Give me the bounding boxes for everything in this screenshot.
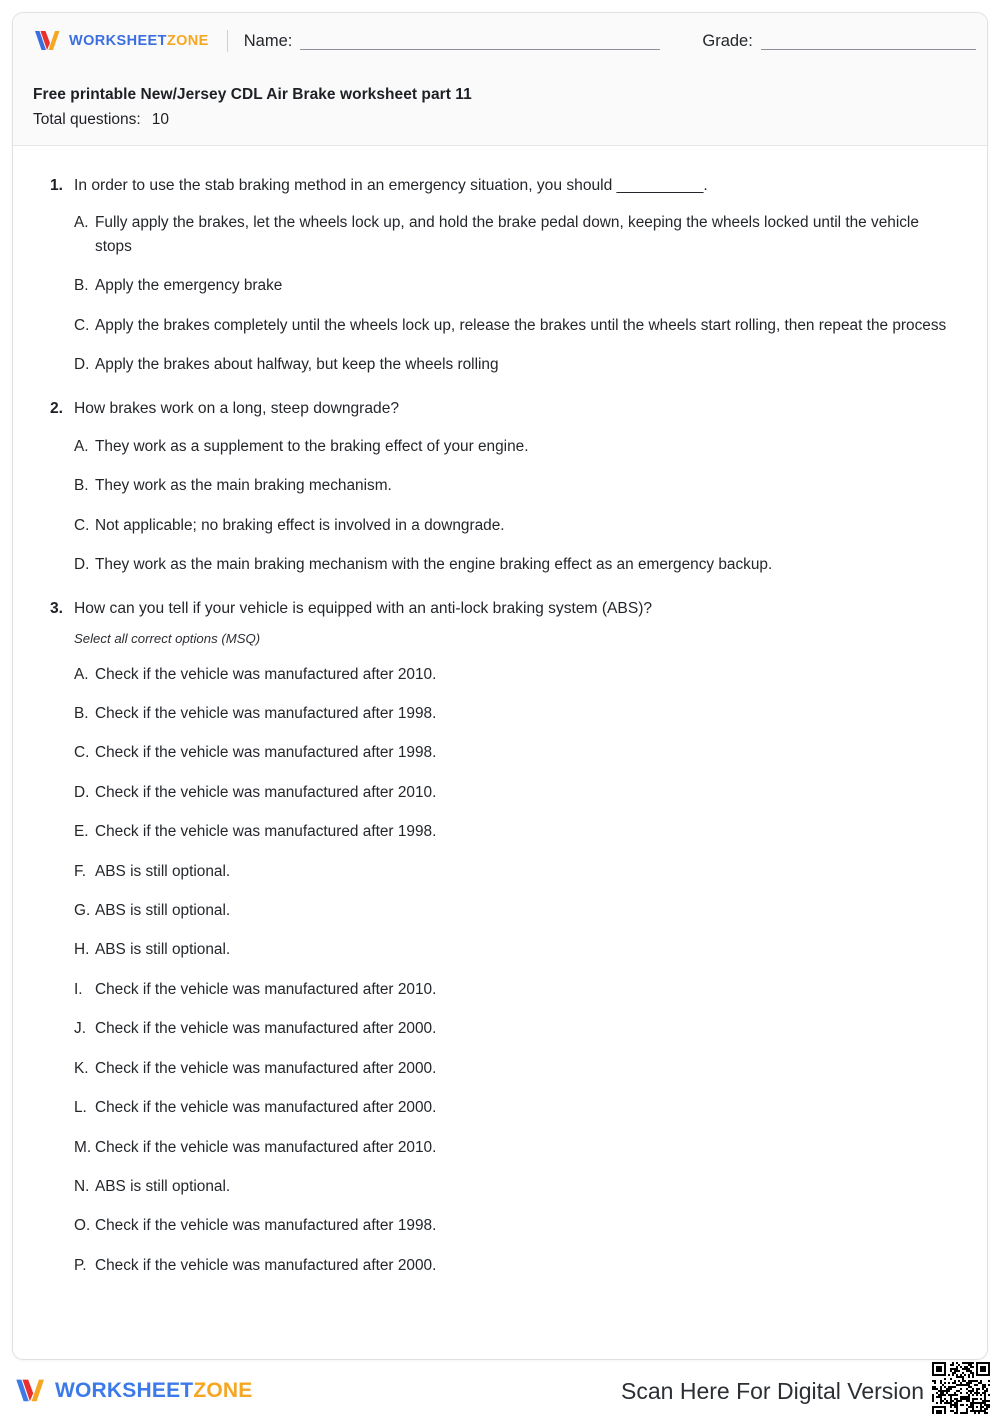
option-text: Check if the vehicle was manufactured after 2000. (95, 1059, 437, 1077)
option-row[interactable] (37, 435, 963, 458)
option-row[interactable] (37, 211, 963, 258)
question-line (37, 397, 963, 420)
scan-prompt-text: Scan Here For Digital Version (621, 1377, 924, 1404)
option-row[interactable] (37, 899, 963, 922)
option-row[interactable] (37, 314, 963, 337)
option-text: Check if the vehicle was manufactured after 2000. (95, 1099, 437, 1117)
question-number: 3. (49, 600, 63, 618)
logo-word-zone: ZONE (166, 33, 209, 49)
option-letter: B. (74, 477, 89, 495)
option-row[interactable] (37, 860, 963, 883)
footer-logo-word-zone: ZONE (193, 1379, 253, 1402)
option-text: Check if the vehicle was manufactured after 1998. (95, 705, 437, 723)
worksheet-card (12, 12, 988, 1360)
option-letter: M. (74, 1138, 92, 1156)
question-block (37, 174, 963, 376)
options-list (37, 211, 963, 376)
option-text: Apply the brakes about halfway, but keep the wheels rolling (95, 356, 499, 374)
option-letter: D. (74, 783, 90, 801)
footer-logo-text (55, 1379, 252, 1403)
option-letter: C. (74, 316, 90, 334)
option-letter: A. (74, 214, 89, 232)
grade-input-line[interactable] (761, 33, 976, 50)
option-row[interactable] (37, 353, 963, 376)
option-row[interactable] (37, 1057, 963, 1080)
option-row[interactable] (37, 553, 963, 576)
question-text: How can you tell if your vehicle is equipped with an anti-lock braking system (ABS)? (74, 600, 653, 618)
option-row[interactable] (37, 1017, 963, 1040)
option-letter: E. (74, 823, 89, 841)
option-row[interactable] (37, 702, 963, 725)
option-letter: K. (74, 1059, 89, 1077)
option-letter: F. (74, 862, 86, 880)
option-letter: J. (74, 1020, 86, 1038)
footer-logo (14, 1376, 252, 1406)
option-letter: D. (74, 356, 90, 374)
option-text: ABS is still optional. (95, 902, 231, 920)
question-text: In order to use the stab braking method in an emergency situation, you should __________. (74, 177, 708, 194)
header-divider (227, 30, 228, 52)
option-letter: P. (74, 1256, 87, 1274)
option-letter: O. (74, 1217, 91, 1235)
header-logo-text (69, 33, 209, 49)
option-row[interactable] (37, 781, 963, 804)
option-letter: G. (74, 902, 91, 920)
worksheet-zone-logo-icon (14, 1376, 48, 1406)
option-text: Check if the vehicle was manufactured after 2000. (95, 1020, 437, 1038)
question-number: 1. (49, 177, 63, 194)
option-text: They work as a supplement to the braking effect of your engine. (95, 437, 529, 455)
option-text: Check if the vehicle was manufactured after 2010. (95, 783, 437, 801)
option-row[interactable] (37, 663, 963, 686)
footer-logo-word-worksheet: WORKSHEET (55, 1379, 194, 1402)
option-row[interactable] (37, 1136, 963, 1159)
worksheet-footer (0, 1368, 1000, 1414)
option-row[interactable] (37, 978, 963, 1001)
logo-word-worksheet: WORKSHEET (69, 33, 167, 49)
question-block (37, 597, 963, 1277)
total-questions-row (33, 108, 987, 133)
option-text: They work as the main braking mechanism. (95, 477, 392, 495)
option-letter: A. (74, 665, 89, 683)
question-text: How brakes work on a long, steep downgrade? (74, 400, 400, 418)
worksheet-title: Free printable New/Jersey CDL Air Brake worksheet part 11 (33, 86, 472, 103)
question-number: 2. (49, 400, 63, 418)
option-text: Check if the vehicle was manufactured after 2000. (95, 1256, 437, 1274)
option-letter: A. (74, 437, 89, 455)
question-instruction-note: Select all correct options (MSQ) (74, 630, 261, 646)
option-row[interactable] (37, 1214, 963, 1237)
option-row[interactable] (37, 474, 963, 497)
option-text: Fully apply the brakes, let the wheels lock up, and hold the brake pedal down, keeping the wheels locked until the vehicle stops (95, 214, 919, 255)
option-row[interactable] (37, 741, 963, 764)
option-text: Apply the emergency brake (95, 277, 283, 295)
option-letter: B. (74, 277, 89, 295)
option-letter: I. (74, 980, 83, 998)
option-row[interactable] (37, 820, 963, 843)
option-text: Check if the vehicle was manufactured after 1998. (95, 1217, 437, 1235)
name-input-line[interactable] (300, 33, 660, 50)
option-text: Check if the vehicle was manufactured after 2010. (95, 1138, 437, 1156)
option-text: Not applicable; no braking effect is involved in a downgrade. (95, 516, 505, 534)
option-row[interactable] (37, 514, 963, 537)
total-questions-label: Total questions: (33, 111, 141, 129)
option-text: ABS is still optional. (95, 1177, 231, 1195)
option-row[interactable] (37, 274, 963, 297)
options-list (37, 663, 963, 1278)
option-letter: C. (74, 516, 90, 534)
option-text: Check if the vehicle was manufactured after 1998. (95, 823, 437, 841)
option-row[interactable] (37, 938, 963, 961)
question-line (37, 597, 963, 620)
option-text: Check if the vehicle was manufactured after 2010. (95, 665, 437, 683)
option-letter: N. (74, 1177, 90, 1195)
option-row[interactable] (37, 1096, 963, 1119)
question-block (37, 397, 963, 576)
option-row[interactable] (37, 1254, 963, 1277)
option-letter: B. (74, 705, 89, 723)
option-text: Apply the brakes completely until the wheels lock up, release the brakes until the wheels start rolling, then repeat the process (95, 316, 947, 334)
header-identity-row (13, 13, 987, 69)
question-line (37, 174, 963, 197)
option-row[interactable] (37, 1175, 963, 1198)
option-letter: L. (74, 1099, 87, 1117)
option-letter: H. (74, 941, 90, 959)
option-text: ABS is still optional. (95, 941, 231, 959)
option-text: They work as the main braking mechanism with the engine braking effect as an emergency backup. (95, 556, 773, 574)
worksheet-header (13, 13, 987, 146)
option-text: Check if the vehicle was manufactured after 1998. (95, 744, 437, 762)
grade-label: Grade: (702, 31, 753, 50)
header-meta (13, 69, 987, 133)
options-list (37, 435, 963, 577)
total-questions-value: 10 (151, 111, 169, 129)
name-label: Name: (243, 31, 293, 50)
option-text: ABS is still optional. (95, 862, 231, 880)
option-letter: C. (74, 744, 90, 762)
option-letter: D. (74, 556, 90, 574)
qr-code-icon[interactable] (932, 1362, 990, 1414)
questions-container (13, 146, 987, 1318)
worksheet-zone-logo-icon (33, 28, 63, 54)
option-text: Check if the vehicle was manufactured after 2010. (95, 980, 437, 998)
